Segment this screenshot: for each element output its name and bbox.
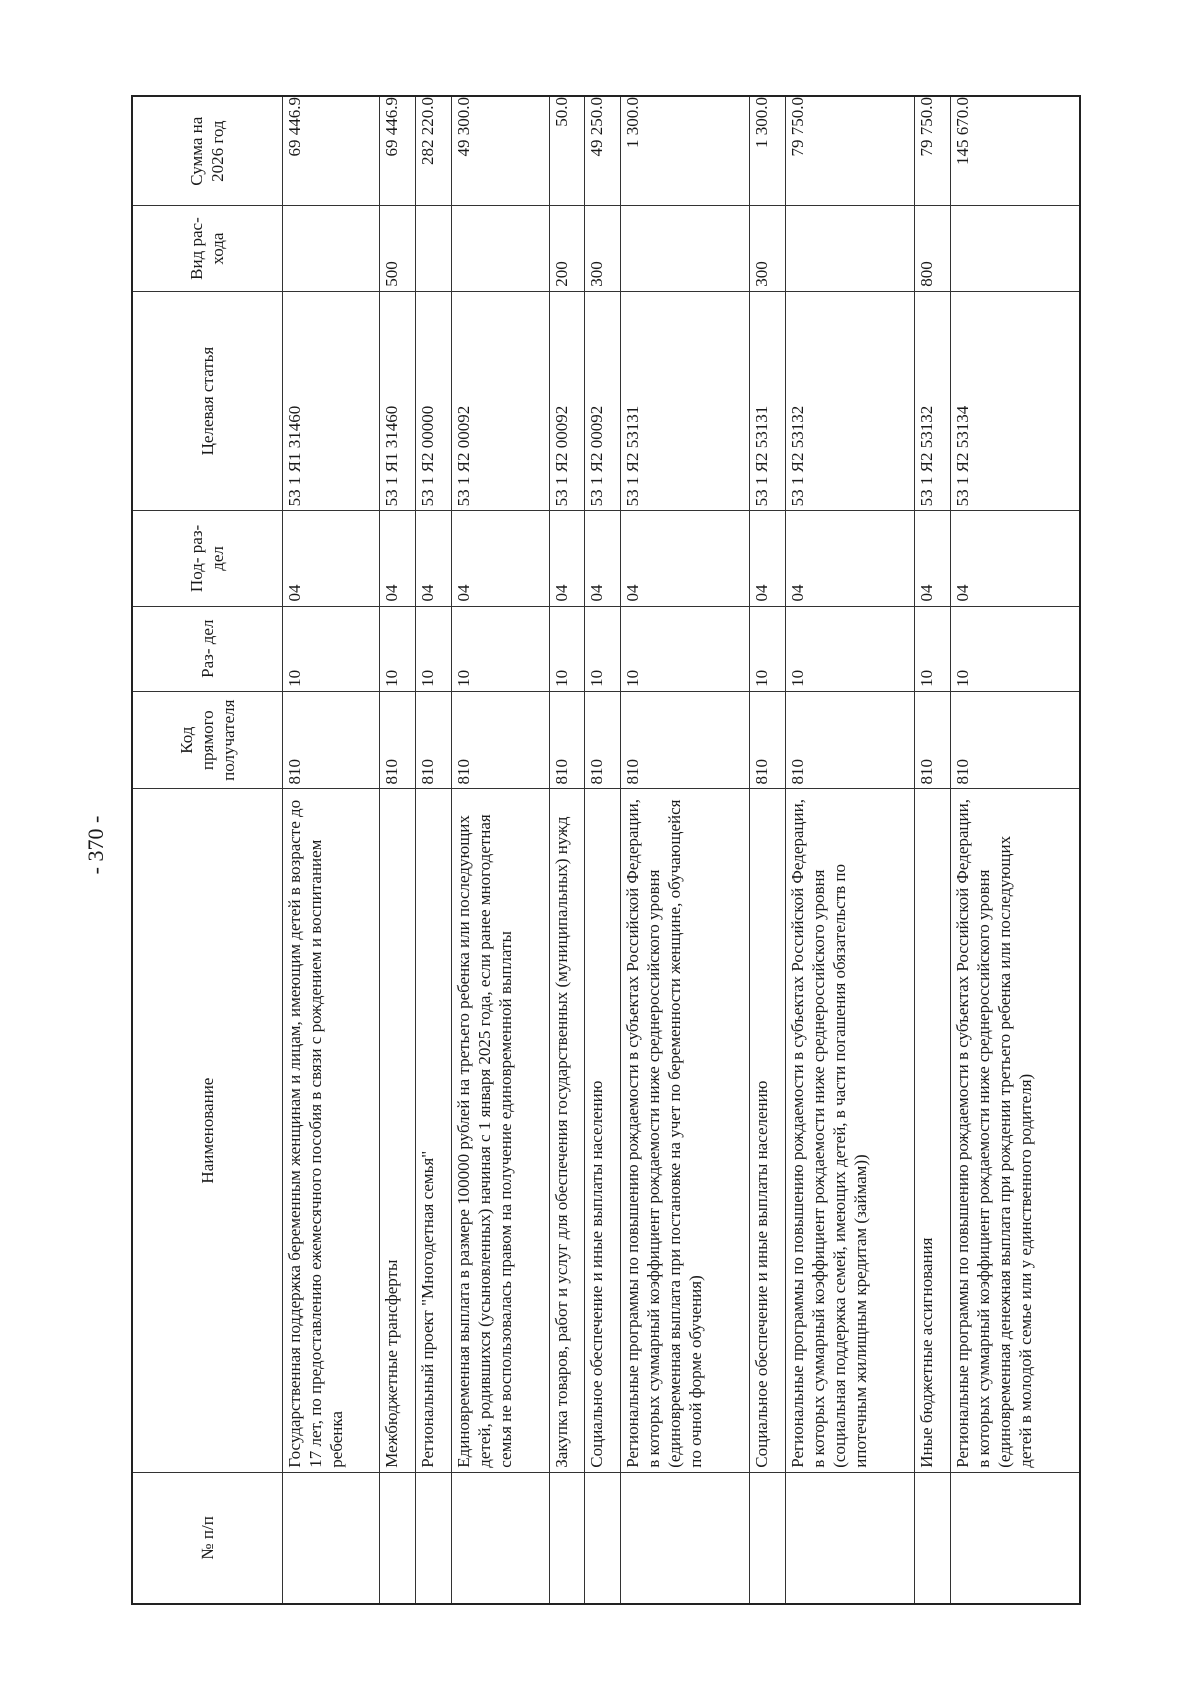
cell-amount: 1 300.0 xyxy=(620,96,749,206)
cell-target: 53 1 Я2 53131 xyxy=(620,291,749,511)
cell-name: Государственная поддержка беременным женщинам и лицам, имеющим детей в возрасте до 17 лет, по предоставлению ежемесячного пособия в связи с рождением и воспитанием ребенка xyxy=(282,789,380,1472)
cell-section: 10 xyxy=(785,606,914,691)
cell-expense xyxy=(416,206,452,291)
cell-name: Региональные программы по повышению рождаемости в субъектах Российской Федерации, в которых суммарный коэффициент рождаемости ниже среднероссийского уровня (социальная поддержка семей, имеющих детей, в части погашения обязательств по ипотечным жилищным кредитам (займам)) xyxy=(785,789,914,1472)
header-amount: Сумма на 2026 год xyxy=(132,96,282,206)
cell-name: Единовременная выплата в размере 100000 рублей на третьего ребенка или последующих детей, родившихся (усыновленных) начиная с 1 января 2025 года, если ранее многодетная семья не воспользовалась правом на получение единовременной выплаты xyxy=(451,789,549,1472)
table-row xyxy=(282,96,380,1604)
cell-target: 53 1 Я2 00092 xyxy=(451,291,549,511)
cell-num xyxy=(585,1472,621,1604)
cell-num xyxy=(416,1472,452,1604)
cell-expense: 200 xyxy=(549,206,585,291)
budget-table xyxy=(131,95,1081,1605)
table-row xyxy=(585,96,621,1604)
cell-recipient: 810 xyxy=(585,691,621,789)
cell-section: 10 xyxy=(950,606,1080,691)
cell-name: Социальное обеспечение и иные выплаты населению xyxy=(585,789,621,1472)
cell-num xyxy=(750,1472,786,1604)
cell-subsection: 04 xyxy=(416,511,452,606)
cell-section: 10 xyxy=(549,606,585,691)
cell-expense: 300 xyxy=(750,206,786,291)
cell-amount: 79 750.0 xyxy=(914,96,950,206)
cell-expense xyxy=(785,206,914,291)
cell-amount: 79 750.0 xyxy=(785,96,914,206)
cell-subsection: 04 xyxy=(950,511,1080,606)
table-header-row xyxy=(132,96,282,1604)
cell-num xyxy=(620,1472,749,1604)
cell-num xyxy=(282,1472,380,1604)
table-row xyxy=(950,96,1080,1604)
table-row xyxy=(549,96,585,1604)
cell-num xyxy=(549,1472,585,1604)
cell-section: 10 xyxy=(282,606,380,691)
cell-amount: 49 250.0 xyxy=(585,96,621,206)
cell-target: 53 1 Я2 00000 xyxy=(416,291,452,511)
cell-section: 10 xyxy=(380,606,416,691)
cell-name: Иные бюджетные ассигнования xyxy=(914,789,950,1472)
header-num: № п/п xyxy=(132,1472,282,1604)
cell-expense: 800 xyxy=(914,206,950,291)
cell-recipient: 810 xyxy=(785,691,914,789)
table-row xyxy=(620,96,749,1604)
cell-recipient: 810 xyxy=(549,691,585,789)
cell-subsection: 04 xyxy=(380,511,416,606)
table-row xyxy=(451,96,549,1604)
header-name: Наименование xyxy=(132,789,282,1472)
cell-recipient: 810 xyxy=(416,691,452,789)
cell-section: 10 xyxy=(750,606,786,691)
cell-section: 10 xyxy=(914,606,950,691)
cell-expense xyxy=(950,206,1080,291)
cell-amount: 282 220.0 xyxy=(416,96,452,206)
cell-amount: 50.0 xyxy=(549,96,585,206)
table-row xyxy=(785,96,914,1604)
cell-recipient: 810 xyxy=(282,691,380,789)
header-section: Раз- дел xyxy=(132,606,282,691)
cell-amount: 1 300.0 xyxy=(750,96,786,206)
cell-target: 53 1 Я1 31460 xyxy=(282,291,380,511)
cell-expense: 500 xyxy=(380,206,416,291)
cell-expense xyxy=(282,206,380,291)
cell-subsection: 04 xyxy=(750,511,786,606)
cell-recipient: 810 xyxy=(950,691,1080,789)
cell-target: 53 1 Я2 00092 xyxy=(549,291,585,511)
cell-recipient: 810 xyxy=(914,691,950,789)
cell-target: 53 1 Я2 00092 xyxy=(585,291,621,511)
cell-recipient: 810 xyxy=(380,691,416,789)
cell-subsection: 04 xyxy=(585,511,621,606)
cell-amount: 145 670.0 xyxy=(950,96,1080,206)
cell-name: Региональный проект "Многодетная семья" xyxy=(416,789,452,1472)
table-body xyxy=(282,96,1080,1604)
header-target: Целевая статья xyxy=(132,291,282,511)
header-expense: Вид рас- хода xyxy=(132,206,282,291)
cell-amount: 69 446.9 xyxy=(282,96,380,206)
cell-name: Региональные программы по повышению рождаемости в субъектах Российской Федерации, в которых суммарный коэффициент рождаемости ниже среднероссийского уровня (единовременная денежная выплата при рождении третьего ребенка или последующих детей в молодой семье или у единственного родителя) xyxy=(950,789,1080,1472)
cell-num xyxy=(914,1472,950,1604)
cell-expense xyxy=(620,206,749,291)
cell-target: 53 1 Я1 31460 xyxy=(380,291,416,511)
cell-section: 10 xyxy=(451,606,549,691)
cell-expense: 300 xyxy=(585,206,621,291)
table-row xyxy=(380,96,416,1604)
cell-section: 10 xyxy=(416,606,452,691)
cell-num xyxy=(451,1472,549,1604)
cell-section: 10 xyxy=(620,606,749,691)
cell-subsection: 04 xyxy=(282,511,380,606)
header-recipient: Код прямого получателя xyxy=(132,691,282,789)
cell-name: Закупка товаров, работ и услуг для обеспечения государственных (муниципальных) нужд xyxy=(549,789,585,1472)
cell-recipient: 810 xyxy=(750,691,786,789)
cell-target: 53 1 Я2 53131 xyxy=(750,291,786,511)
cell-subsection: 04 xyxy=(785,511,914,606)
table-row xyxy=(416,96,452,1604)
cell-subsection: 04 xyxy=(620,511,749,606)
cell-num xyxy=(950,1472,1080,1604)
cell-section: 10 xyxy=(585,606,621,691)
cell-amount: 49 300.0 xyxy=(451,96,549,206)
cell-subsection: 04 xyxy=(549,511,585,606)
header-subsection: Под- раз- дел xyxy=(132,511,282,606)
cell-num xyxy=(380,1472,416,1604)
cell-target: 53 1 Я2 53132 xyxy=(914,291,950,511)
cell-target: 53 1 Я2 53132 xyxy=(785,291,914,511)
cell-amount: 69 446.9 xyxy=(380,96,416,206)
page-number: - 370 - xyxy=(83,815,108,875)
cell-recipient: 810 xyxy=(620,691,749,789)
table-row xyxy=(914,96,950,1604)
cell-name: Региональные программы по повышению рождаемости в субъектах Российской Федерации, в которых суммарный коэффициент рождаемости ниже среднероссийского уровня (единовременная выплата при постановке на учет по беременности женщине, обучающейся по очной форме обучения) xyxy=(620,789,749,1472)
cell-recipient: 810 xyxy=(451,691,549,789)
cell-subsection: 04 xyxy=(451,511,549,606)
cell-num xyxy=(785,1472,914,1604)
cell-name: Социальное обеспечение и иные выплаты населению xyxy=(750,789,786,1472)
cell-name: Межбюджетные трансферты xyxy=(380,789,416,1472)
table-row xyxy=(750,96,786,1604)
cell-subsection: 04 xyxy=(914,511,950,606)
cell-expense xyxy=(451,206,549,291)
cell-target: 53 1 Я2 53134 xyxy=(950,291,1080,511)
rotated-table-container xyxy=(131,95,1081,1605)
